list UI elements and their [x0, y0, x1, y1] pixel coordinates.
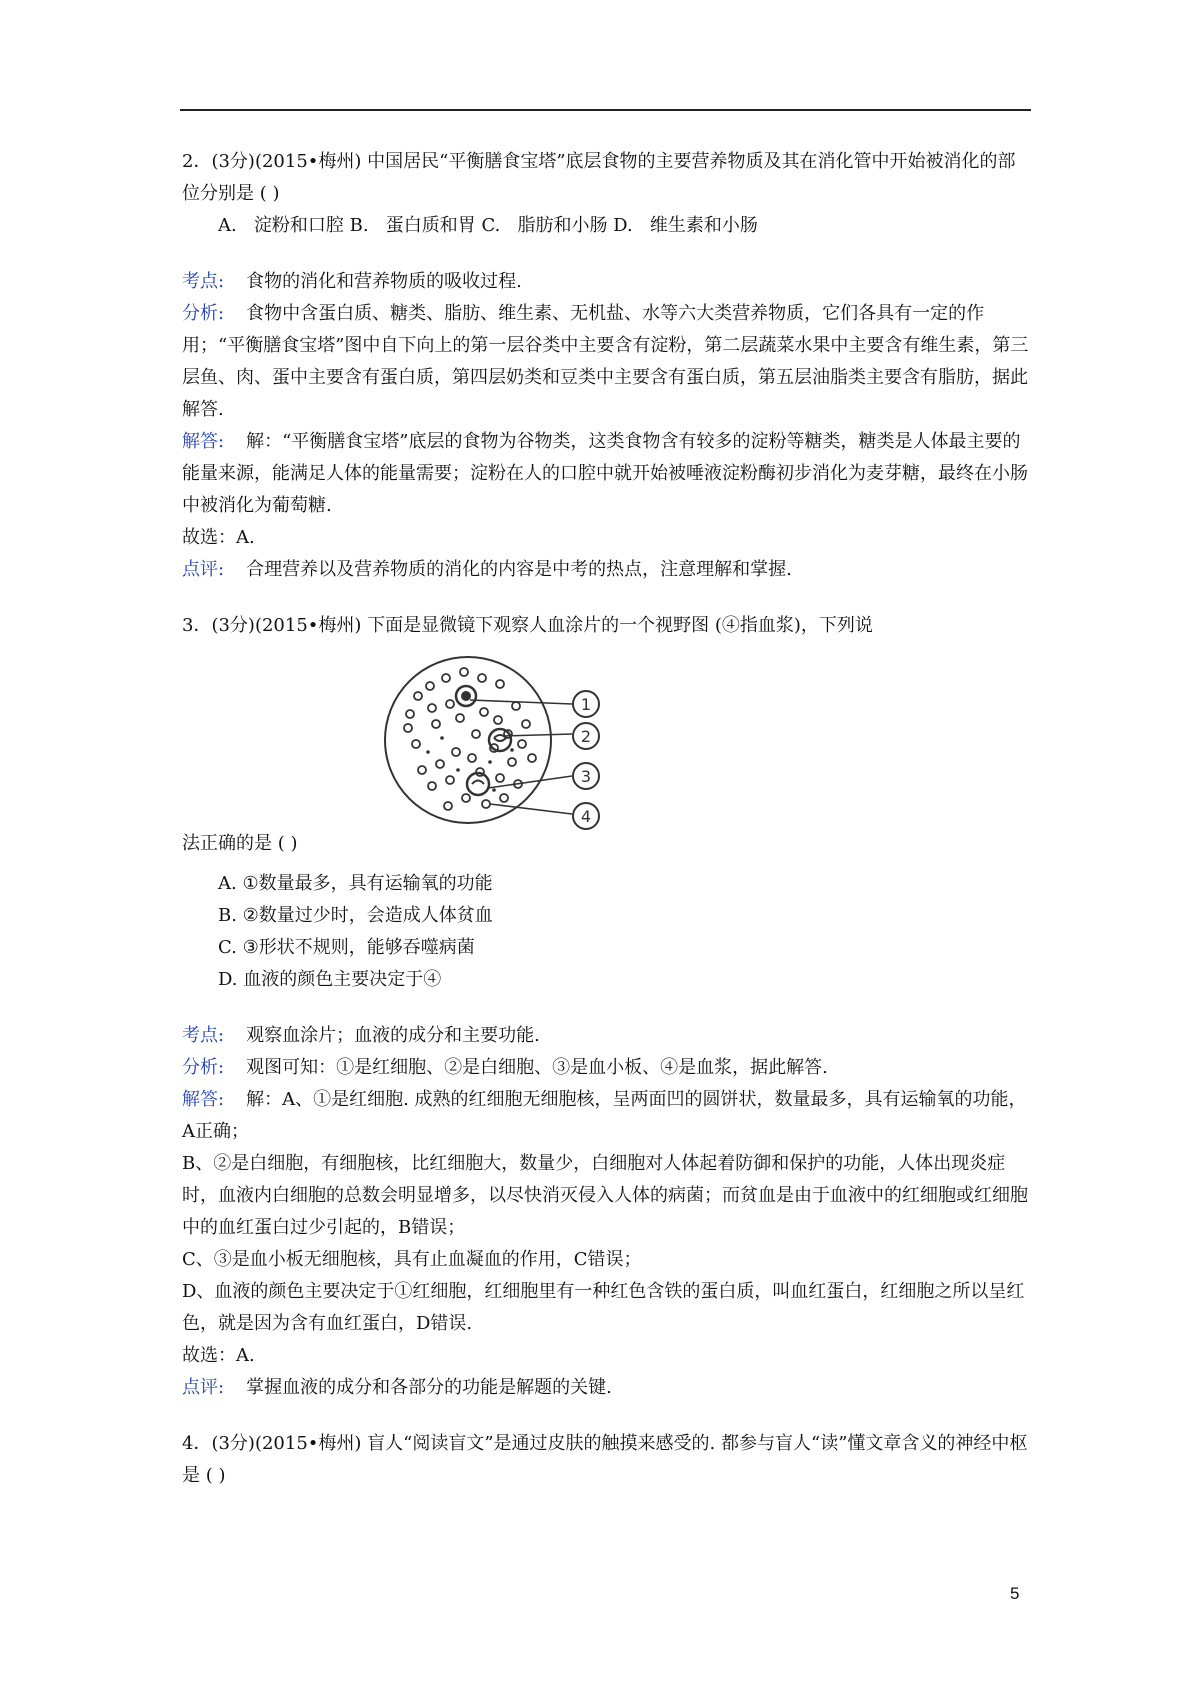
q2-answer: 故选：A. — [182, 527, 255, 548]
q3-answer: 故选：A. — [182, 1345, 255, 1366]
document-body — [182, 146, 1030, 1492]
figure-label-4: 4 — [580, 807, 592, 826]
fenxi-label: 分析: — [182, 303, 225, 324]
q3-jieda: 解答: 解：A、①是红细胞. 成熟的红细胞无细胞核，呈两面凹的圆饼状，数量最多，具有运输氧的功能，A正确； — [182, 1089, 1027, 1142]
q3-fenxi: 分析: 观图可知：①是红细胞、②是白细胞、③是血小板、④是血浆，据此解答. — [182, 1057, 828, 1078]
q4-stem: 4．(3分)(2015•梅州) 盲人“阅读盲文”是通过皮肤的触摸来感受的. 都参与盲人“读”懂文章含义的神经中枢是 ( ) — [182, 1433, 1028, 1486]
figure-label-2: 2 — [580, 727, 592, 746]
page-number: 5 — [1010, 1584, 1020, 1603]
q3-jieda-c: C、③是血小板无细胞核，具有止血凝血的作用，C错误； — [182, 1249, 642, 1270]
q2-options: A. 淀粉和口腔 B. 蛋白质和胃 C. 脂肪和小肠 D. 维生素和小肠 — [218, 215, 758, 236]
q3-option-b: B. ②数量过少时，会造成人体贫血 — [218, 905, 493, 926]
q2-kaodian: 考点: 食物的消化和营养物质的吸收过程. — [182, 271, 522, 292]
jieda-label: 解答: — [182, 431, 225, 452]
q2-stem: 2．(3分)(2015•梅州) 中国居民“平衡膳食宝塔”底层食物的主要营养物质及其在消化管中开始被消化的部位分别是 ( ) — [182, 151, 1016, 204]
q3-jieda-d: D、血液的颜色主要决定于①红细胞，红细胞里有一种红色含铁的蛋白质，叫血红蛋白，红细胞之所以呈红色，就是因为含有血红蛋白，D错误. — [182, 1281, 1025, 1334]
jieda-label: 解答: — [182, 1089, 225, 1110]
q3-kaodian: 考点: 观察血涂片；血液的成分和主要功能. — [182, 1025, 540, 1046]
q2-dianping: 点评: 合理营养以及营养物质的消化的内容是中考的热点，注意理解和掌握. — [182, 559, 792, 580]
header-rule — [180, 109, 1031, 111]
q3-stem: 3．(3分)(2015•梅州) 下面是显微镜下观察人血涂片的一个视野图 (④指血浆)，下列说 — [182, 615, 873, 636]
q3-jieda-b: B、②是白细胞，有细胞核，比红细胞大，数量少，白细胞对人体起着防御和保护的功能，人体出现炎症时，血液内白细胞的总数会明显增多，以尽快消灭侵入人体的病菌；而贫血是由于血液中的红细胞或红细胞中的血红蛋白过少引起的，B错误； — [182, 1153, 1028, 1238]
q3-stem-cont: 法正确的是 ( ) — [182, 833, 298, 854]
fenxi-label: 分析: — [182, 1057, 225, 1078]
q3-dianping: 点评: 掌握血液的成分和各部分的功能是解题的关键. — [182, 1377, 612, 1398]
blood-smear-figure — [182, 648, 1030, 840]
q3-option-d: D. 血液的颜色主要决定于④ — [218, 969, 442, 990]
q3-option-a: A. ①数量最多，具有运输氧的功能 — [218, 873, 493, 894]
figure-label-3: 3 — [580, 767, 592, 786]
blood-smear-svg — [372, 648, 612, 840]
figure-label-1: 1 — [580, 695, 592, 714]
q2-fenxi: 分析: 食物中含蛋白质、糖类、脂肪、维生素、无机盐、水等六大类营养物质，它们各具有一定的作用；“平衡膳食宝塔”图中自下向上的第一层谷类中主要含有淀粉，第二层蔬菜水果中主要含有维生素，第三层鱼、肉、蛋中主要含有蛋白质，第四层奶类和豆类中主要含有蛋白质，第五层油脂类主要含有脂肪，据此解答. — [182, 303, 1029, 420]
kaodian-label: 考点: — [182, 271, 225, 292]
dianping-label: 点评: — [182, 1377, 225, 1398]
dianping-label: 点评: — [182, 559, 225, 580]
kaodian-label: 考点: — [182, 1025, 225, 1046]
q2-jieda: 解答: 解：“平衡膳食宝塔”底层的食物为谷物类，这类食物含有较多的淀粉等糖类，糖类是人体最主要的能量来源，能满足人体的能量需要；淀粉在人的口腔中就开始被唾液淀粉酶初步消化为麦芽糖，最终在小肠中被消化为葡萄糖. — [182, 431, 1028, 516]
q3-option-c: C. ③形状不规则，能够吞噬病菌 — [218, 937, 475, 958]
